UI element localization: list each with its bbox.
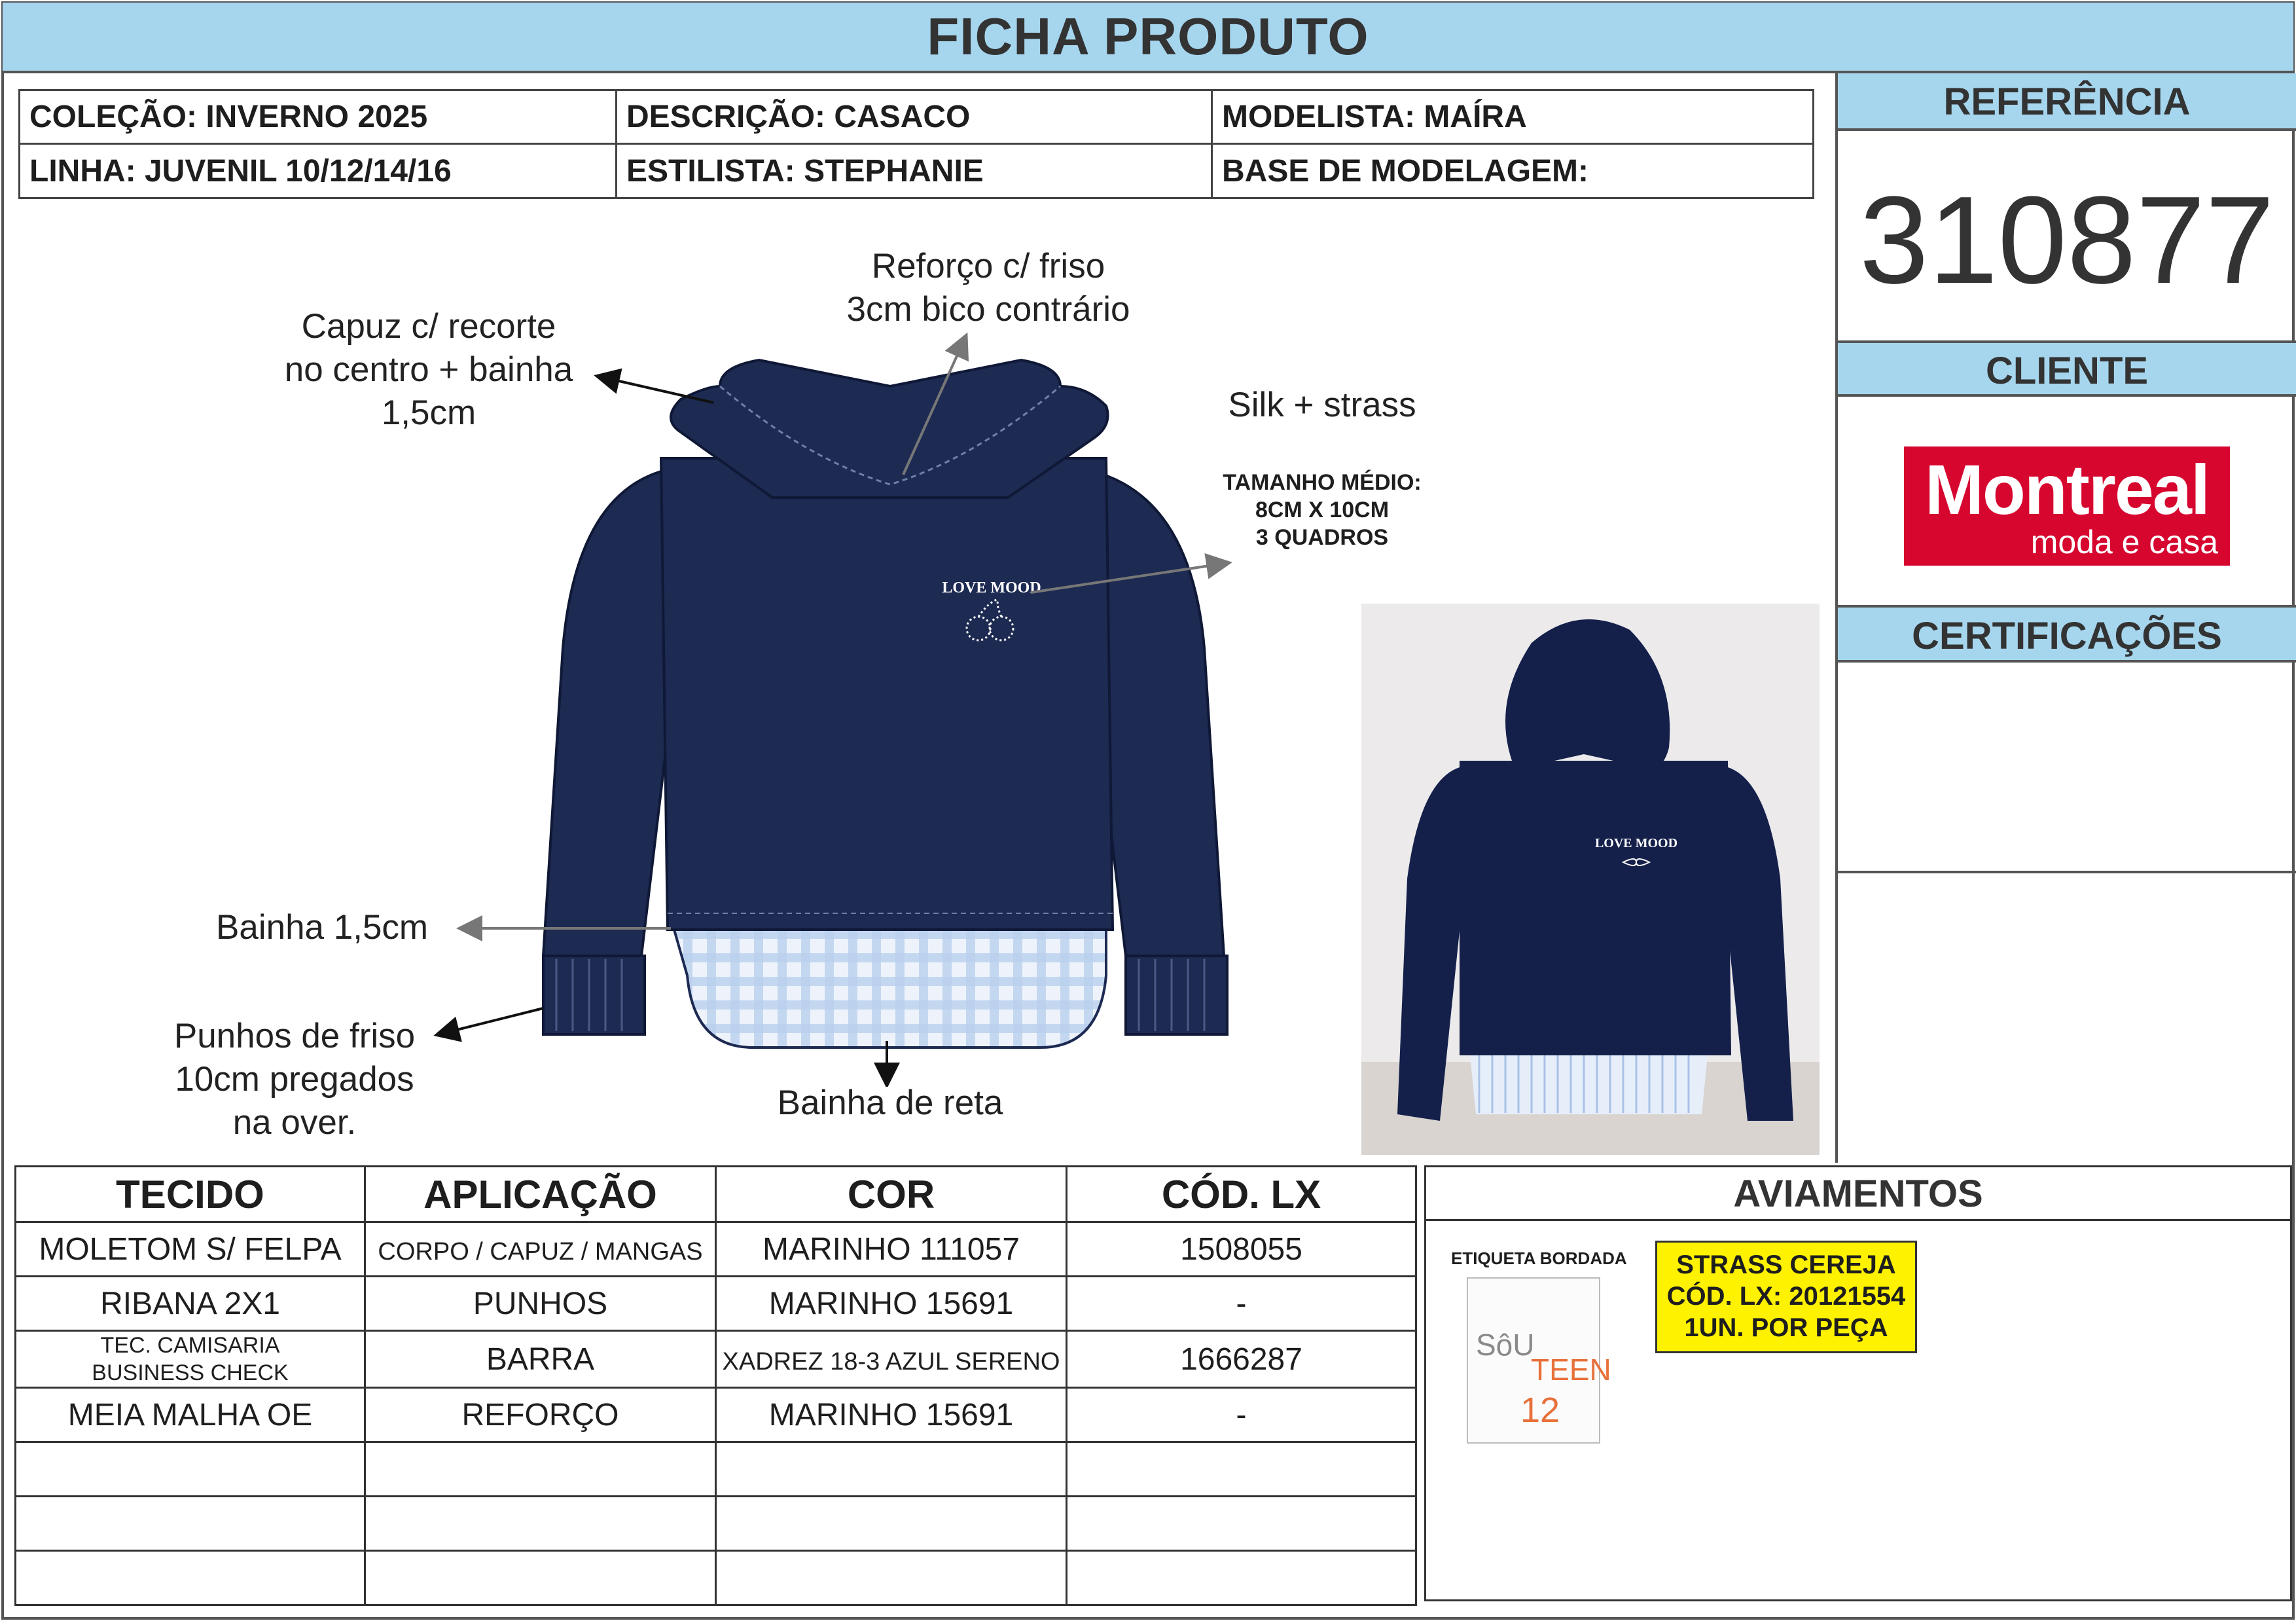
right-cuff — [1126, 956, 1227, 1034]
etiqueta-label: ETIQUETA BORDADA — [1451, 1248, 1627, 1268]
col-cor: COR — [716, 1167, 1067, 1222]
label-logo-line1: SôU — [1476, 1328, 1535, 1362]
table-row — [16, 1497, 1416, 1551]
left-sleeve — [543, 471, 674, 956]
client-logo-name: Montreal — [1924, 450, 2210, 529]
reforco-note: Reforço c/ friso 3cm bico contrário — [846, 247, 1130, 329]
capuz-leader — [599, 376, 713, 403]
col-tecido: TECIDO — [16, 1167, 365, 1222]
certificacoes-label: CERTIFICAÇÕES — [1838, 605, 2296, 663]
client-logo — [1904, 446, 2230, 566]
svg-text:LOVE MOOD: LOVE MOOD — [1594, 836, 1678, 850]
table-header-row — [16, 1167, 1416, 1222]
page-title: FICHA PRODUTO — [927, 7, 1369, 65]
product-photo — [1361, 604, 1820, 1155]
base-modelagem-field: BASE DE MODELAGEM: — [1222, 153, 1589, 189]
punhos-note: Punhos de friso 10cm pregados na over. — [173, 1017, 416, 1142]
title-band — [3, 3, 2293, 73]
label-logo-line3: 12 — [1520, 1391, 1560, 1430]
cliente-label: CLIENTE — [1838, 340, 2296, 397]
table-row: MEIA MALHA OE REFORÇO MARINHO 15691 - — [16, 1388, 1416, 1442]
punhos-leader — [439, 1008, 543, 1034]
tamanho-note: TAMANHO MÉDIO: 8CM X 10CM 3 QUADROS — [1223, 470, 1422, 550]
capuz-note: Capuz c/ recorte no centro + bainha 1,5cm — [284, 307, 573, 432]
linha-field: LINHA: JUVENIL 10/12/14/16 — [20, 145, 617, 197]
referencia-value: 310877 — [1859, 171, 2274, 310]
estilista-field: ESTILISTA: STEPHANIE — [617, 145, 1213, 197]
info-grid — [18, 89, 1814, 199]
strass-box: STRASS CEREJA CÓD. LX: 20121554 1UN. POR PEÇA — [1655, 1241, 1917, 1353]
aviamentos-title: AVIAMENTOS — [1426, 1167, 2290, 1221]
aviamentos-box — [1424, 1165, 2292, 1601]
plaid-hem — [674, 930, 1106, 1047]
materials-table — [14, 1165, 1417, 1606]
bainha-reta-note: Bainha de reta — [777, 1084, 1003, 1122]
hoodie-technical-drawing — [0, 223, 1374, 1087]
silk-note: Silk + strass — [1228, 386, 1416, 424]
col-aplicacao: APLICAÇÃO — [365, 1167, 716, 1222]
etiqueta-image — [1467, 1277, 1611, 1444]
table-row: MOLETOM S/ FELPA CORPO / CAPUZ / MANGAS MARINHO 111057 1508055 — [16, 1222, 1416, 1277]
referencia-label: REFERÊNCIA — [1838, 73, 2296, 131]
table-row — [16, 1551, 1416, 1605]
client-logo-tagline: moda e casa — [2030, 524, 2218, 560]
modelista-field: MODELISTA: MAÍRA — [1213, 91, 1812, 145]
sidebar — [1835, 73, 2293, 1163]
product-photo-svg — [1361, 604, 1820, 1155]
table-row: RIBANA 2X1 PUNHOS MARINHO 15691 - — [16, 1277, 1416, 1331]
bainha-note: Bainha 1,5cm — [216, 908, 429, 947]
certificacoes-divider — [1838, 871, 2296, 873]
table-row: TEC. CAMISARIA BUSINESS CHECK BARRA XADREZ 18-3 AZUL SERENO 1666287 — [16, 1331, 1416, 1388]
descricao-field: DESCRIÇÃO: CASACO — [617, 91, 1213, 145]
colecao-field: COLEÇÃO: INVERNO 2025 — [20, 91, 617, 145]
left-cuff — [543, 956, 645, 1034]
body — [661, 458, 1113, 930]
col-codlx: CÓD. LX — [1067, 1167, 1416, 1222]
table-row — [16, 1442, 1416, 1497]
chest-print-text: LOVE MOOD — [942, 579, 1041, 596]
label-logo-line2: TEEN — [1531, 1353, 1611, 1387]
